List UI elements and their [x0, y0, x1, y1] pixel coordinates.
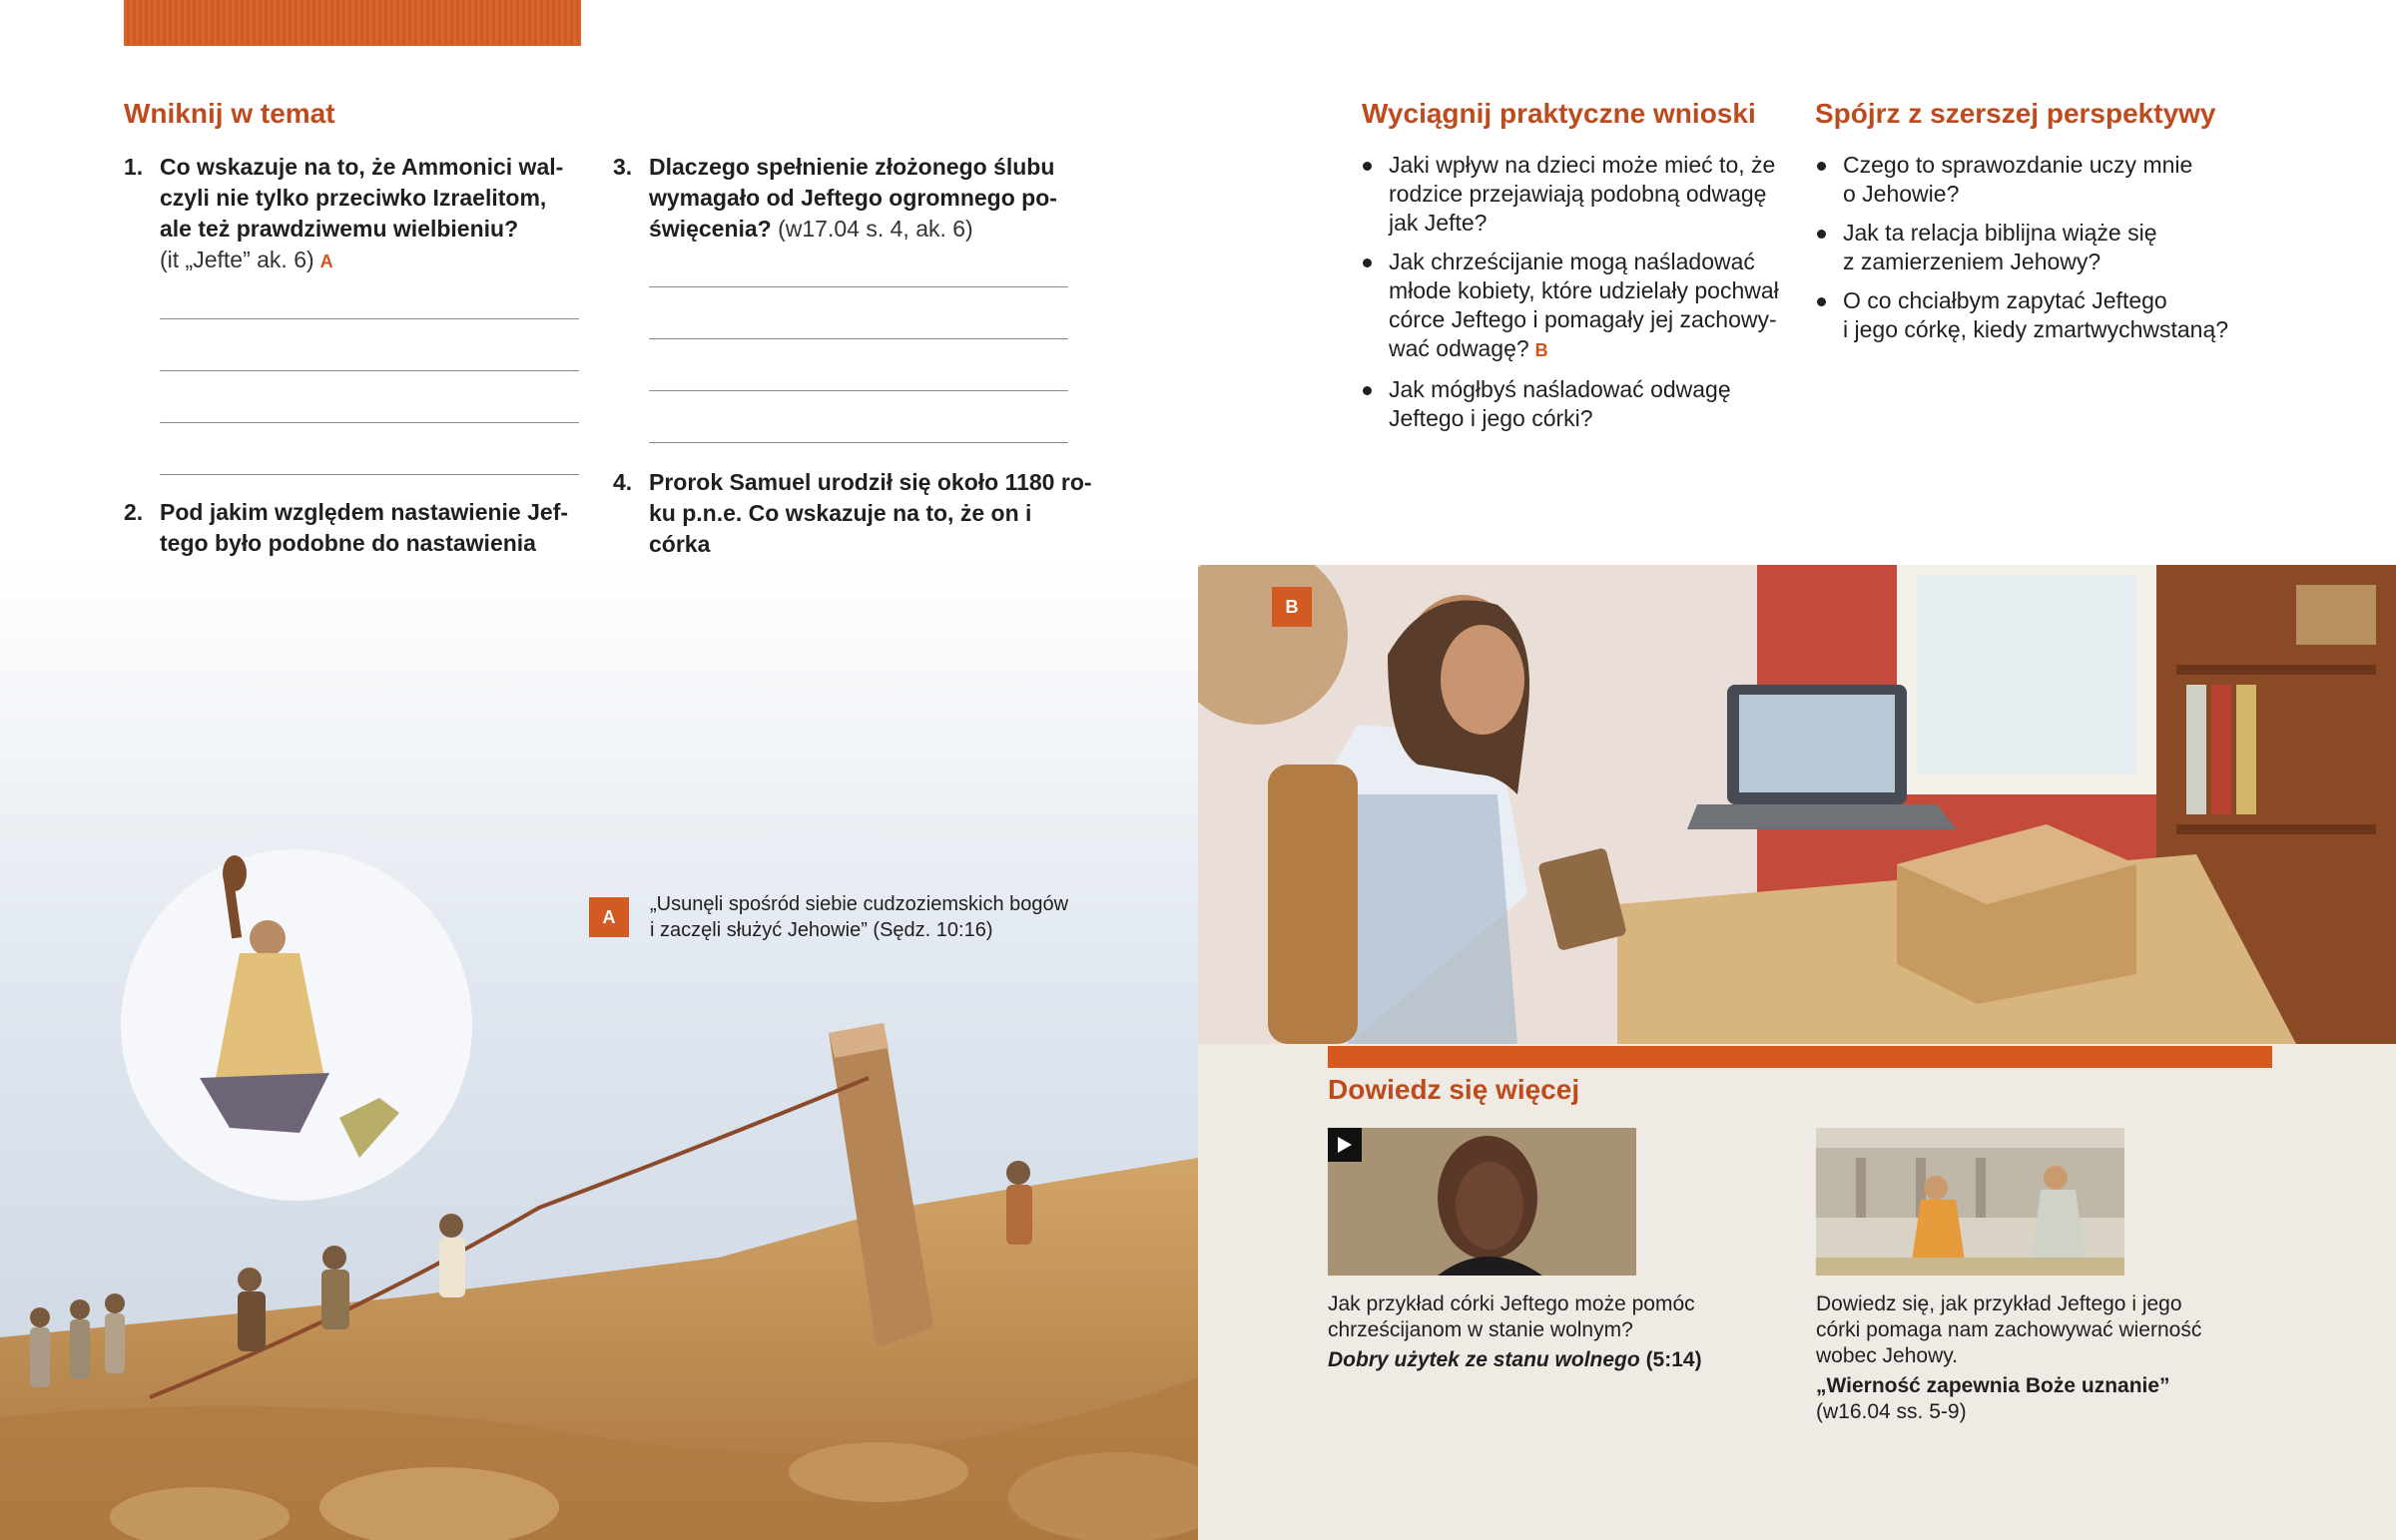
practical-list [1361, 151, 1800, 443]
question-text-line: czyli nie tylko przeciwko Izraelitom, [160, 185, 547, 211]
list-item-line: Czego to sprawozdanie uczy mnie [1843, 152, 2193, 178]
list-item-line: córce Jeftego i pomagały jej zachowy- [1389, 306, 1777, 332]
learn-more-bar [1328, 1046, 2272, 1068]
question-text-line: tego było podobne do nastawienia [160, 530, 536, 556]
list-item [1815, 151, 2294, 209]
question-text-line: Prorok Samuel urodził się około 1180 ro- [649, 469, 1092, 495]
learn-more-section [1198, 1044, 2396, 1540]
caption-line: i zaczęli służyć Jehowie” (Sędz. 10:16) [650, 919, 993, 941]
list-item-line: Jak chrześcijanie mogą naśladować [1389, 249, 1755, 274]
learn-more-title: Dowiedz się więcej [1328, 1074, 1580, 1105]
illustration-caption [650, 891, 1099, 943]
question-text-line: święcenia? [649, 216, 772, 242]
question-text-line: Co wskazuje na to, że Ammonici wal- [160, 154, 564, 180]
answer-lines-3[interactable] [649, 236, 1068, 443]
list-item-line: wać odwagę? [1389, 335, 1529, 361]
list-item-line: młode kobiety, które udzielały pochwał [1389, 277, 1779, 303]
list-item-line: z zamierzeniem Jehowy? [1843, 249, 2101, 274]
answer-lines-1[interactable] [160, 267, 579, 475]
list-item [1361, 151, 1800, 238]
list-item-line: O co chciałbym zapytać Jeftego [1843, 287, 2167, 313]
question-reference: (it „Jefte” ak. 6) [160, 247, 314, 272]
question-number: 2. [124, 499, 144, 525]
section-title-practical: Wyciągnij praktyczne wnioski [1362, 98, 1756, 129]
question-1 [124, 152, 593, 277]
picture-marker: B [1534, 340, 1548, 360]
play-icon[interactable] [1328, 1128, 1362, 1162]
list-item [1815, 286, 2294, 344]
question-text-line: ale też prawdziwemu wielbieniu? [160, 216, 519, 242]
video-description [1328, 1291, 1767, 1373]
question-number: 1. [124, 154, 144, 180]
section-title-broader: Spójrz z szerszej perspektywy [1815, 98, 2216, 129]
question-number: 3. [613, 154, 633, 180]
photo-woman-preparing-package [1198, 565, 2396, 1044]
list-item-line: Jak mógłbyś naśladować odwagę [1389, 376, 1731, 402]
article-title[interactable]: „Wierność zapewnia Boże uznanie” [1816, 1374, 2170, 1397]
list-item [1815, 219, 2294, 276]
picture-label-b: B [1272, 587, 1312, 627]
list-item-line: o Jehowie? [1843, 181, 1960, 207]
video-duration: (5:14) [1645, 1348, 1702, 1371]
description-line: wobec Jehowy. [1816, 1344, 1959, 1367]
list-item-line: Jeftego i jego córki? [1389, 405, 1593, 431]
description-line: Jak przykład córki Jeftego może pomóc [1328, 1292, 1695, 1315]
list-item-line: i jego córkę, kiedy zmartwychwstaną? [1843, 316, 2229, 342]
question-text-line: wymagało od Jeftego ogromnego po- [649, 185, 1057, 211]
list-item [1361, 248, 1800, 365]
broader-list [1815, 151, 2294, 354]
list-item [1361, 375, 1800, 433]
description-line: Dowiedz się, jak przykład Jeftego i jego [1816, 1292, 2182, 1315]
video-title[interactable]: Dobry użytek ze stanu wolnego [1328, 1348, 1640, 1371]
picture-label-a: A [589, 897, 629, 937]
question-text-line: Pod jakim względem nastawienie Jef- [160, 499, 569, 525]
article-description [1816, 1291, 2275, 1425]
description-line: córki pomaga nam zachowywać wierność [1816, 1318, 2202, 1341]
list-item-line: jak Jefte? [1389, 210, 1488, 236]
question-text-line: Dlaczego spełnienie złożonego ślubu [649, 154, 1055, 180]
list-item-line: Jak ta relacja biblijna wiąże się [1843, 220, 2157, 246]
caption-line: „Usunęli spośród siebie cudzoziemskich bogów [650, 893, 1069, 915]
list-item-line: rodzice przejawiają podobną odwagę [1389, 181, 1767, 207]
video-thumbnail[interactable] [1328, 1128, 1636, 1276]
question-3 [613, 152, 1082, 245]
article-thumbnail[interactable] [1816, 1128, 2124, 1276]
description-line: chrześcijanom w stanie wolnym? [1328, 1318, 1633, 1341]
question-text-line: ku p.n.e. Co wskazuje na to, że on i córka [649, 500, 1032, 557]
section-title-dig-deeper: Wniknij w temat [124, 98, 335, 129]
illustration-pulling-down-pillar [0, 559, 1198, 1540]
question-number: 4. [613, 469, 633, 495]
list-item-line: Jaki wpływ na dzieci może mieć to, że [1389, 152, 1776, 178]
top-accent-bar [124, 0, 581, 46]
article-reference: (w16.04 ss. 5-9) [1816, 1400, 1967, 1423]
picture-marker: A [319, 252, 333, 271]
question-reference: (w17.04 s. 4, ak. 6) [778, 216, 973, 242]
